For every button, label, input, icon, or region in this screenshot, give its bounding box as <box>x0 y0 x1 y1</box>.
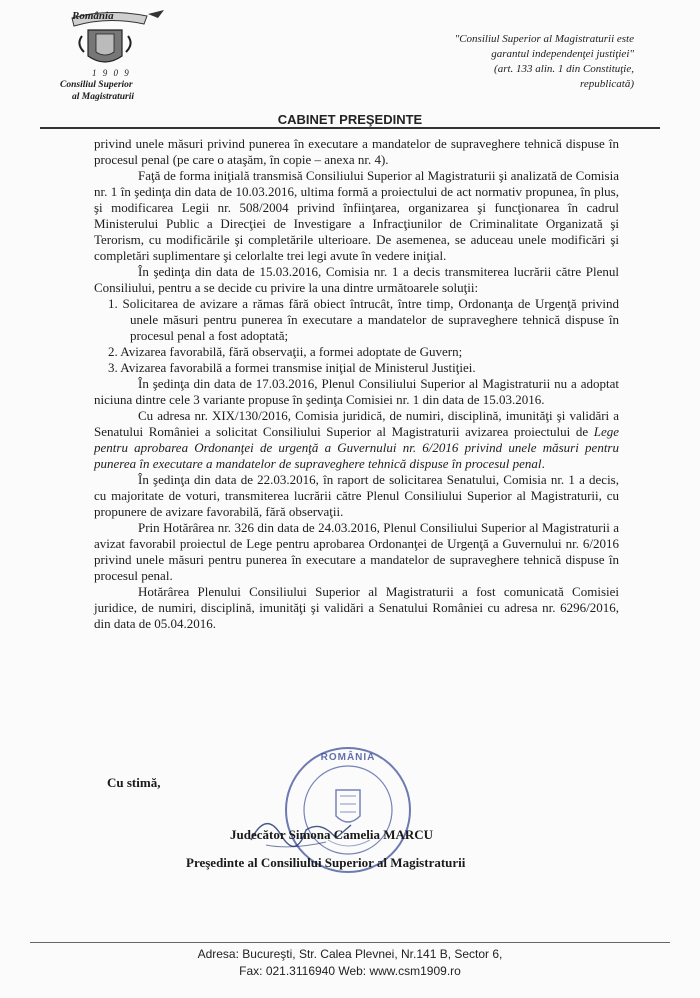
logo-name-line2: al Magistraturii <box>72 92 135 102</box>
solution-options-list <box>94 296 619 376</box>
paragraph: Hotărârea Plenului Consiliului Superior al Magistraturii a fost comunicată Comisiei juridice, de numiri, disciplină, imunităţi şi validări a Senatului României cu adresa nr. 6296/2016, din data de 05.04.2016. <box>94 584 619 631</box>
paragraph: Faţă de forma iniţială transmisă Consiliului Superior al Magistraturii şi analizată de Comisia nr. 1 în şedinţa din data de 10.03.2016, ultima formă a proiectului de act normativ propunea, în plus, şi modificarea Legii nr. 508/2004 privind înfiinţarea, organizarea şi funcţionarea în cadrul Ministerului Public a Direcţiei de Investigare a Infracţiunilor de Criminalitate Organizată şi Terorism, cu modificările şi completările ulterioare. De asemenea, se aduceau unele modificări şi completări suplimentare şi celorlalte trei legi avute în vedere iniţial. <box>94 168 619 263</box>
footer-fax-web: Fax: 021.3116940 Web: www.csm1909.ro <box>239 964 461 978</box>
logo-name-line1: Consiliul Superior <box>60 80 133 90</box>
footer-contact <box>0 946 700 980</box>
list-text: Avizarea favorabilă, fără observaţii, a formei adoptate de Guvern; <box>120 344 463 359</box>
footer-divider <box>30 942 670 943</box>
signer-name: Judecător Simona Camelia MARCU <box>230 827 434 842</box>
paragraph: privind unele măsuri privind punerea în executare a mandatelor de supraveghere tehnică dispuse în procesul penal (pe care o ataşăm, în copie – anexa nr. 4). <box>94 136 619 167</box>
paragraph-text: Cu adresa nr. XIX/130/2016, Comisia juridică, de numiri, disciplină, imunităţi şi validări a Senatului României a solicitat Consiliului Superior al Magistraturii avizarea proiectului de <box>94 408 619 439</box>
logo-banner-text: România <box>72 10 114 22</box>
stamp-text: ROMÂNIA <box>320 752 376 763</box>
section-title: CABINET PREŞEDINTE <box>277 112 423 127</box>
list-number: 1. <box>108 296 118 311</box>
list-text: Avizarea favorabilă a formei transmise iniţial de Ministerul Justiţiei. <box>120 360 476 375</box>
list-text: Solicitarea de avizare a rămas fără obiect întrucât, între timp, Ordonanţa de Urgenţă privind unele măsuri pentru punerea în executare a mandatelor de supraveghere tehnică dispuse în procesul penal a fost adoptată; <box>122 296 619 343</box>
letter-body <box>94 136 619 632</box>
signer-title: Preşedinte al Consiliului Superior al Magistraturii <box>186 855 466 870</box>
constitution-motto <box>404 32 634 92</box>
paragraph: În şedinţa din data de 22.03.2016, în raport de solicitarea Senatului, Comisia nr. 1 a decis, cu majoritate de voturi, transmiterea lucrării către Plenul Consiliului Superior al Magistraturii, cu propunere de avizare favorabilă, fără observaţii. <box>94 472 619 519</box>
paragraph: Prin Hotărârea nr. 326 din data de 24.03.2016, Plenul Consiliului Superior al Magistraturii a avizat favorabil proiectul de Lege pentru aprobarea Ordonanţei de Urgenţă a Guvernului nr. 6/2016 privind unele măsuri pentru punerea în executare a mandatelor de supraveghere tehnică dispuse în procesul penal. <box>94 520 619 583</box>
list-number: 2. <box>108 344 118 359</box>
list-item <box>94 360 619 376</box>
motto-line: republicată) <box>580 78 634 90</box>
list-number: 3. <box>108 360 118 375</box>
list-item <box>94 344 619 360</box>
csm-logo <box>52 10 172 110</box>
footer-address: Adresa: Bucureşti, Str. Calea Plevnei, Nr.141 B, Sector 6, <box>197 947 503 961</box>
motto-line: "Consiliul Superior al Magistraturii este <box>454 33 634 45</box>
logo-year: 1 9 0 9 <box>92 68 131 78</box>
paragraph: În şedinţa din data de 17.03.2016, Plenul Consiliului Superior al Magistraturii nu a adoptat niciuna dintre cele 3 variante propuse în şedinţa Comisiei nr. 1 din data de 15.03.2016. <box>94 376 619 407</box>
motto-line: garantul independenţei justiţiei" <box>491 48 634 60</box>
salutation: Cu stimă, <box>107 775 161 790</box>
paragraph-text: . <box>541 456 545 471</box>
header-divider <box>40 127 660 129</box>
paragraph: În şedinţa din data de 15.03.2016, Comisia nr. 1 a decis transmiterea lucrării către Plenul Consiliului, pentru a se decide cu privire la una dintre următoarele soluţii: <box>94 264 619 295</box>
law-title-italic: Lege pentru aprobarea Ordonanţei de urgenţă a Guvernului nr. 6/2016 privind unele măsuri pentru punerea în executare a mandatelor de supraveghere tehnică dispuse în procesul penal <box>94 424 619 471</box>
paragraph <box>94 408 619 472</box>
list-item <box>94 296 619 344</box>
motto-line: (art. 133 alin. 1 din Constituţie, <box>494 63 634 75</box>
